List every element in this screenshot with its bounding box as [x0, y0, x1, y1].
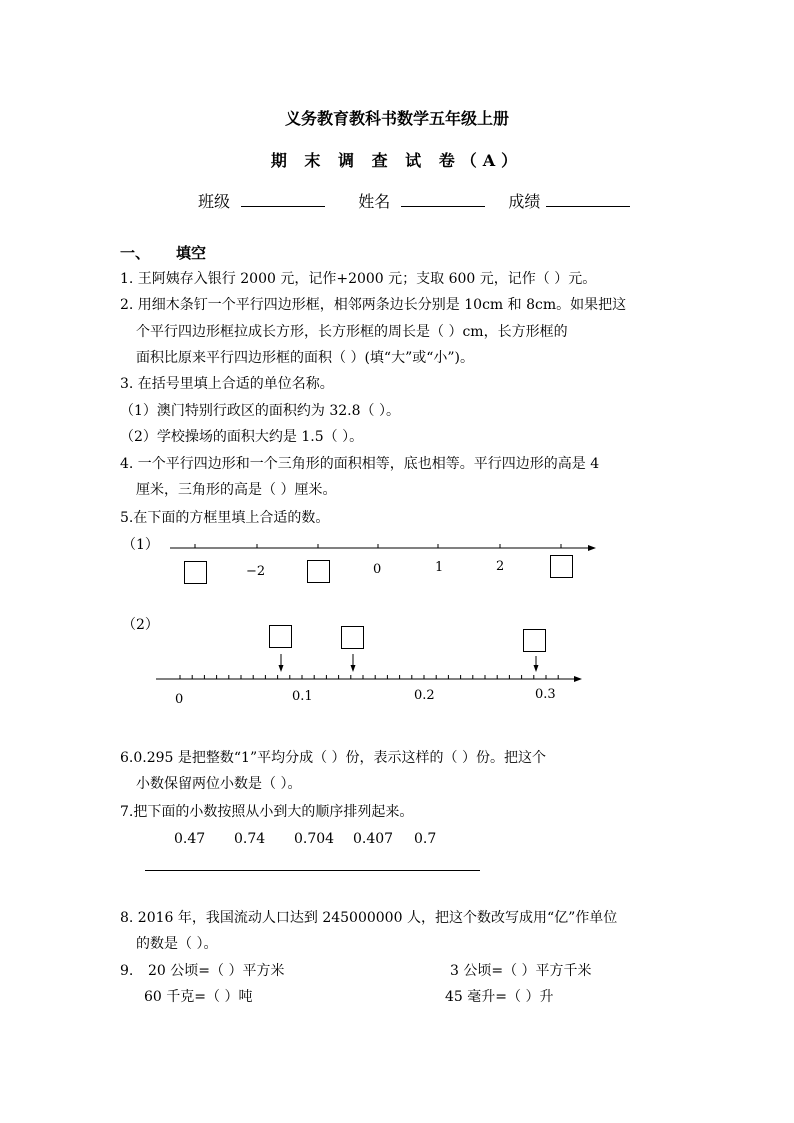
- question-2-line-3: 面积比原来平行四边形框的面积（ ）(填“大”或“小”)。: [136, 350, 475, 366]
- exam-subtitle: 期 末 调 查 试 卷（A）: [270, 151, 524, 170]
- question-3: 3. 在括号里填上合适的单位名称。: [120, 376, 334, 392]
- ordering-answer-line[interactable]: [145, 870, 480, 871]
- answer-box[interactable]: [341, 626, 364, 649]
- section-number: 一、: [120, 244, 151, 262]
- answer-box[interactable]: [550, 555, 573, 578]
- decimal-number: 0.7: [414, 831, 437, 847]
- question-4-line-2: 厘米，三角形的高是（ ）厘米。: [136, 482, 337, 498]
- class-blank[interactable]: [241, 192, 325, 207]
- pointer-arrow: [279, 654, 284, 672]
- question-2-line-1: 2. 用细木条钉一个平行四边形框，相邻两条边长分别是 10cm 和 8cm。如果把这: [120, 297, 627, 313]
- number-line-2-ticks: [180, 675, 558, 679]
- number-line-2-label: 0: [175, 692, 184, 707]
- q5-part-2-label: （2）: [122, 617, 159, 633]
- question-9-c: 60 千克=（ ）吨: [144, 989, 253, 1005]
- decimal-number: 0.47: [174, 831, 206, 847]
- question-1: 1. 王阿姨存入银行 2000 元，记作+2000 元；支取 600 元，记作（ ）元。: [120, 271, 597, 287]
- class-label: 班级: [198, 192, 231, 211]
- question-2-line-2: 个平行四边形框拉成长方形，长方形框的周长是（ ）cm，长方形框的: [136, 324, 568, 340]
- question-9-a: 20 公顷=（ ）平方米: [148, 963, 285, 979]
- number-line-2-label: 0.3: [535, 687, 556, 702]
- number-line-2-label: 0.1: [292, 689, 313, 704]
- number-line-1-label: −2: [246, 564, 266, 579]
- decimal-number: 0.704: [294, 831, 335, 847]
- number-line-2-arrow: [574, 676, 582, 682]
- name-label: 姓名: [358, 192, 391, 211]
- answer-box[interactable]: [307, 560, 330, 583]
- score-blank[interactable]: [546, 192, 630, 207]
- q5-part-1-label: （1）: [122, 537, 159, 553]
- answer-box[interactable]: [269, 625, 292, 648]
- question-5: 5.在下面的方框里填上合适的数。: [120, 510, 330, 526]
- score-label: 成绩: [508, 192, 541, 211]
- question-8-line-2: 的数是（ ）。: [136, 936, 218, 952]
- number-line-1: [160, 536, 600, 560]
- question-6-line-2: 小数保留两位小数是（ ）。: [136, 776, 302, 792]
- number-line-1-label: 0: [373, 562, 382, 577]
- page-title: 义务教育教科书数学五年级上册: [284, 109, 509, 128]
- question-9-number: 9.: [120, 963, 134, 979]
- student-info-fields: [198, 189, 630, 212]
- number-line-1-arrow: [588, 545, 596, 551]
- decimal-number: 0.74: [234, 831, 266, 847]
- question-9-d: 45 毫升=（ ）升: [445, 989, 554, 1005]
- section-title: 填空: [176, 244, 207, 262]
- question-6-line-1: 6.0.295 是把整数“1”平均分成（ ）份，表示这样的（ ）份。把这个: [120, 750, 547, 766]
- number-line-2: [150, 648, 590, 688]
- question-4-line-1: 4. 一个平行四边形和一个三角形的面积相等，底也相等。平行四边形的高是 4: [120, 456, 600, 472]
- pointer-arrow: [351, 654, 356, 672]
- name-blank[interactable]: [401, 192, 485, 207]
- question-8-line-1: 8. 2016 年，我国流动人口达到 245000000 人，把这个数改写成用“亿”作单位: [120, 910, 618, 926]
- answer-box[interactable]: [184, 561, 207, 584]
- decimal-number: 0.407: [353, 831, 394, 847]
- number-line-2-label: 0.2: [414, 688, 435, 703]
- pointer-arrow: [534, 656, 539, 672]
- question-3-part-2: （2）学校操场的面积大约是 1.5（ ）。: [120, 429, 364, 445]
- number-line-1-label: 2: [496, 559, 505, 574]
- question-3-part-1: （1）澳门特别行政区的面积约为 32.8（ ）。: [120, 403, 400, 419]
- question-9-b: 3 公顷=（ ）平方千米: [450, 963, 592, 979]
- question-7: 7.把下面的小数按照从小到大的顺序排列起来。: [120, 804, 414, 820]
- number-line-1-label: 1: [435, 560, 444, 575]
